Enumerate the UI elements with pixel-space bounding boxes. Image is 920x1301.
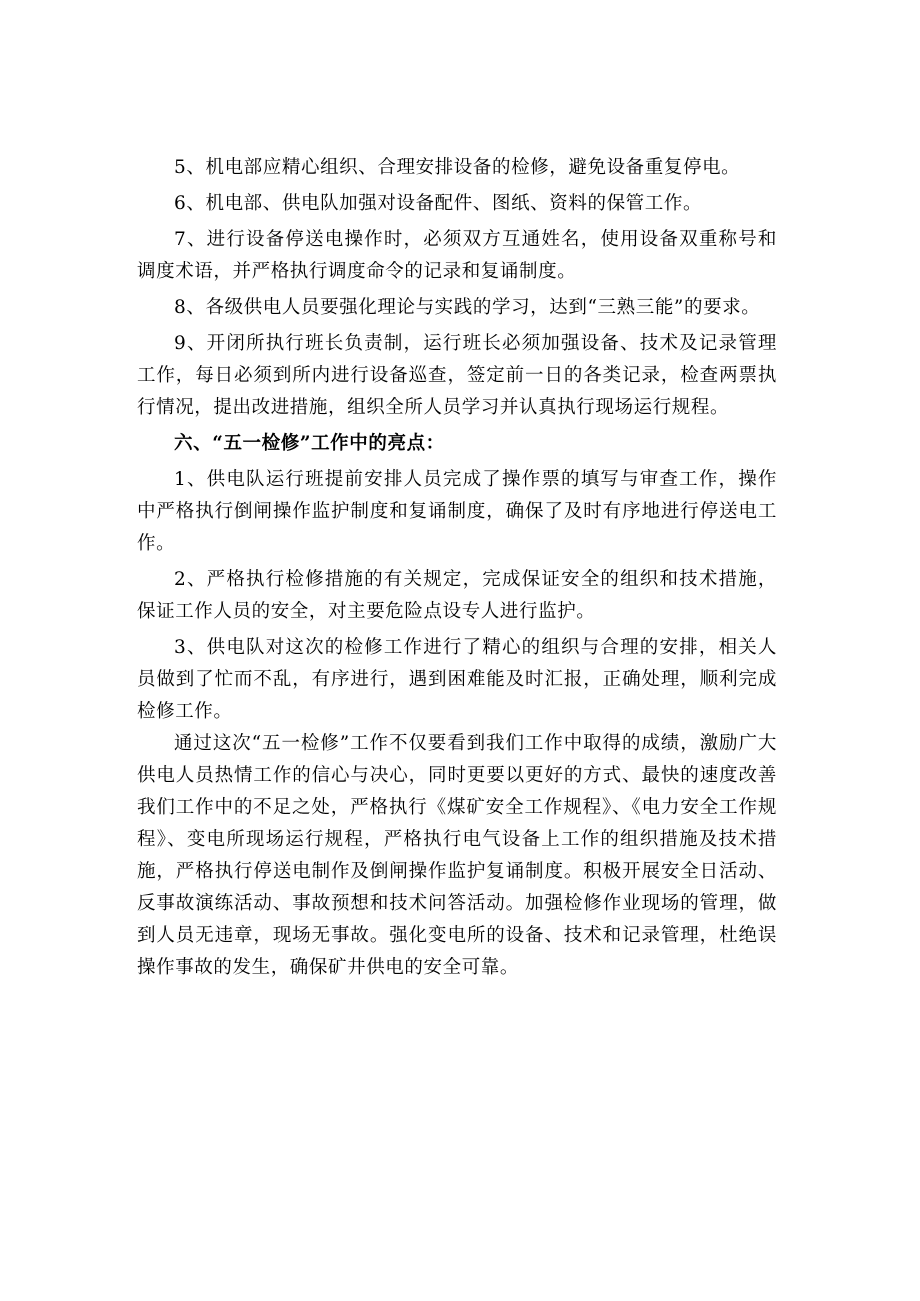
paragraph-item-6: 6、机电部、供电队加强对设备配件、图纸、资料的保管工作。 (174, 193, 703, 214)
paragraph-item-9: 9、开闭所执行班长负责制，运行班长必须加强设备、技术及记录管理工作，每日必须到所内进行设备巡查，签定前一日的各类记录，检查两票执行情况，提出改进措施，组织全所人员学习并认真执行现场运行规程。 (137, 333, 777, 418)
paragraph-item-5: 5、机电部应精心组织、合理安排设备的检修，避免设备重复停电。 (174, 157, 741, 178)
document-body (137, 152, 777, 988)
paragraph-item-7: 7、进行设备停送电操作时，必须双方互通姓名，使用设备双重称号和调度术语，并严格执行调度命令的记录和复诵制度。 (137, 229, 777, 282)
highlight-item-1: 1、供电队运行班提前安排人员完成了操作票的填写与审查工作，操作中严格执行倒闸操作监护制度和复诵制度，确保了及时有序地进行停送电工作。 (137, 469, 777, 554)
section-heading-highlights: 六、“五一检修”工作中的亮点： (174, 433, 445, 454)
paragraph-item-8: 8、各级供电人员要强化理论与实践的学习，达到“三熟三能”的要求。 (174, 297, 761, 318)
highlight-item-2: 2、严格执行检修措施的有关规定，完成保证安全的组织和技术措施，保证工作人员的安全，对主要危险点设专人进行监护。 (137, 569, 777, 622)
highlight-item-3: 3、供电队对这次的检修工作进行了精心的组织与合理的安排，相关人员做到了忙而不乱，有序进行，遇到困难能及时汇报，正确处理，顺利完成检修工作。 (137, 637, 777, 722)
conclusion-paragraph: 通过这次“五一检修”工作不仅要看到我们工作中取得的成绩，激励广大供电人员热情工作的信心与决心，同时更要以更好的方式、最快的速度改善我们工作中的不足之处，严格执行《煤矿安全工作规程》、《电力安全工作规程》、变电所现场运行规程，严格执行电气设备上工作的组织措施及技术措施，严格执行停送电制作及倒闸操作监护复诵制度。积极开展安全日活动、反事故演练活动、事故预想和技术问答活动。加强检修作业现场的管理，做到人员无违章，现场无事故。强化变电所的设备、技术和记录管理，杜绝误操作事故的发生，确保矿井供电的安全可靠。 (137, 733, 777, 978)
